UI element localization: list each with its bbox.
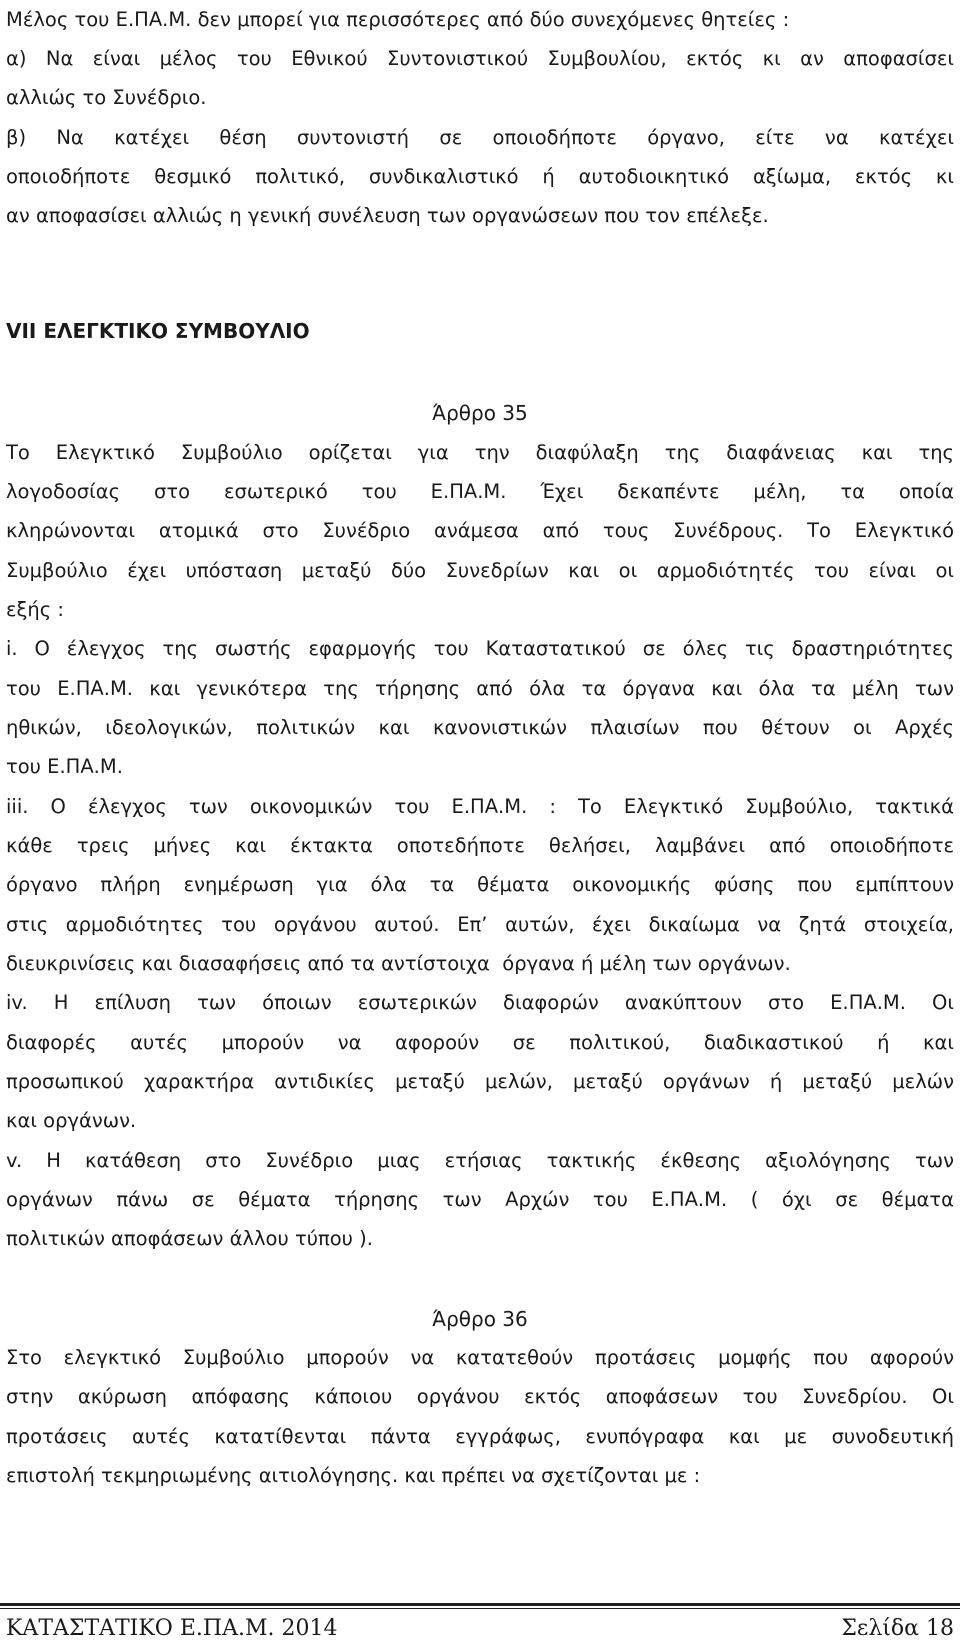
text-line: επιστολή τεκμηριωμένης αιτιολόγησης. και πρέπει να σχετίζονται με :	[6, 1464, 701, 1487]
text-line: Συμβούλιο έχει υπόσταση μεταξύ δύο Συνεδρίων και οι αρμοδιότητές του είναι οι	[6, 559, 954, 582]
text-line: του Ε.ΠΑ.Μ.	[6, 755, 123, 778]
text-line: και οργάνων.	[6, 1109, 137, 1132]
text-line: προσωπικού χαρακτήρα αντιδικίες μεταξύ μελών, μεταξύ οργάνων ή μεταξύ μελών	[6, 1070, 954, 1093]
section-heading: VII ΕΛΕΓΚΤΙΚΟ ΣΥΜΒΟΥΛΙΟ	[6, 319, 310, 343]
text-line: β) Να κατέχει θέση συντονιστή σε οποιοδήποτε όργανο, είτε να κατέχει	[6, 126, 954, 149]
text-line: οργάνων πάνω σε θέματα τήρησης των Αρχών του Ε.ΠΑ.Μ. ( όχι σε θέματα	[6, 1188, 954, 1211]
text-line: διαφορές αυτές μπορούν να αφορούν σε πολιτικού, διαδικαστικού ή και	[6, 1031, 954, 1054]
text-line: εξής :	[6, 598, 64, 621]
article-title: Άρθρο 35	[432, 401, 528, 425]
text-line: ηθικών, ιδεολογικών, πολιτικών και κανονιστικών πλαισίων που θέτουν οι Αρχές	[6, 716, 954, 739]
text-line: διευκρινίσεις και διασαφήσεις από τα αντίστοιχα όργανα ή μέλη των οργάνων.	[6, 952, 791, 975]
footer-divider	[0, 1608, 960, 1609]
text-line: στην ακύρωση απόφασης κάποιου οργάνου εκτός αποφάσεων του Συνεδρίου. Οι	[6, 1385, 954, 1408]
text-line: όργανο πλήρη ενημέρωση για όλα τα θέματα οικονομικής φύσης που εμπίπτουν	[6, 873, 954, 896]
text-line: οποιοδήποτε θεσμικό πολιτικό, συνδικαλιστικό ή αυτοδιοικητικό αξίωμα, εκτός κι	[6, 165, 954, 188]
article-title: Άρθρο 36	[432, 1307, 528, 1331]
text-line: λογοδοσίας στο εσωτερικό του Ε.ΠΑ.Μ. Έχει δεκαπέντε μέλη, τα οποία	[6, 480, 954, 503]
text-line: στις αρμοδιότητες του οργάνου αυτού. Επ’ αυτών, έχει δικαίωμα να ζητά στοιχεία,	[6, 913, 954, 936]
text-line: του Ε.ΠΑ.Μ. και γενικότερα της τήρησης από όλα τα όργανα και όλα τα μέλη των	[6, 677, 954, 700]
text-line: κληρώνονται ατομικά στο Συνέδριο ανάμεσα από τους Συνέδρους. Το Ελεγκτικό	[6, 519, 954, 542]
text-line: Μέλος του Ε.ΠΑ.Μ. δεν μπορεί για περισσότερες από δύο συνεχόμενες θητείες :	[6, 8, 790, 31]
text-line: αλλιώς το Συνέδριο.	[6, 86, 207, 109]
text-line: v. Η κατάθεση στο Συνέδριο μιας ετήσιας τακτικής έκθεσης αξιολόγησης των	[6, 1149, 954, 1172]
footer-page-number: Σελίδα 18	[841, 1616, 954, 1641]
text-line: προτάσεις αυτές κατατίθενται πάντα εγγράφως, ενυπόγραφα και με συνοδευτική	[6, 1425, 954, 1448]
page-footer	[6, 1613, 954, 1645]
text-line: i. Ο έλεγχος της σωστής εφαρμογής του Καταστατικού σε όλες τις δραστηριότητες	[6, 637, 954, 660]
text-line: Το Ελεγκτικό Συμβούλιο ορίζεται για την διαφύλαξη της διαφάνειας και της	[6, 441, 954, 464]
text-line: iv. Η επίλυση των όποιων εσωτερικών διαφορών ανακύπτουν στο Ε.ΠΑ.Μ. Οι	[6, 991, 954, 1014]
footer-divider	[0, 1603, 960, 1606]
text-line: iii. Ο έλεγχος των οικονομικών του Ε.ΠΑ.Μ. : Το Ελεγκτικό Συμβούλιο, τακτικά	[6, 795, 954, 818]
text-line: αν αποφασίσει αλλιώς η γενική συνέλευση των οργανώσεων που τον επέλεξε.	[6, 204, 769, 227]
text-line: πολιτικών αποφάσεων άλλου τύπου ).	[6, 1227, 373, 1250]
text-line: α) Να είναι μέλος του Εθνικού Συντονιστικού Συμβουλίου, εκτός κι αν αποφασίσει	[6, 47, 954, 70]
text-line: κάθε τρεις μήνες και έκτακτα οποτεδήποτε θελήσει, λαμβάνει από οποιοδήποτε	[6, 834, 954, 857]
footer-document-title: ΚΑΤΑΣΤΑΤΙΚΟ Ε.ΠΑ.Μ. 2014	[6, 1616, 338, 1641]
text-line: Στο ελεγκτικό Συμβούλιο μπορούν να κατατεθούν προτάσεις μομφής που αφορούν	[6, 1346, 954, 1369]
